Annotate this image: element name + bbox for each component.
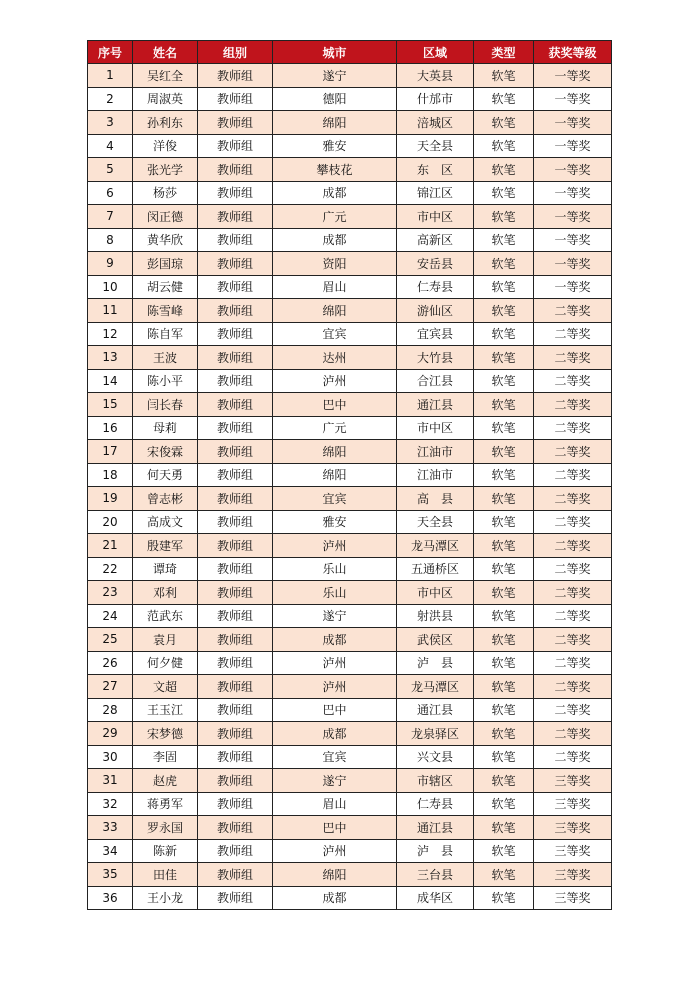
cell-name: 黄华欣	[133, 228, 198, 252]
cell-group: 教师组	[198, 745, 273, 769]
cell-city: 成都	[273, 722, 397, 746]
cell-city: 巴中	[273, 698, 397, 722]
cell-type: 软笔	[474, 886, 534, 910]
cell-group: 教师组	[198, 487, 273, 511]
cell-award-level: 二等奖	[534, 722, 612, 746]
table-row	[88, 534, 612, 558]
cell-name: 王波	[133, 346, 198, 370]
table-row	[88, 863, 612, 887]
cell-district: 武侯区	[397, 628, 474, 652]
cell-name: 范武东	[133, 604, 198, 628]
table-row	[88, 134, 612, 158]
cell-group: 教师组	[198, 275, 273, 299]
cell-name: 宋梦德	[133, 722, 198, 746]
table-body	[88, 64, 612, 910]
cell-award-level: 三等奖	[534, 769, 612, 793]
cell-group: 教师组	[198, 158, 273, 182]
cell-city: 泸州	[273, 369, 397, 393]
table-row	[88, 792, 612, 816]
cell-city: 绵阳	[273, 440, 397, 464]
cell-district: 江油市	[397, 440, 474, 464]
cell-city: 宜宾	[273, 487, 397, 511]
table-row	[88, 158, 612, 182]
cell-group: 教师组	[198, 722, 273, 746]
cell-name: 何天勇	[133, 463, 198, 487]
cell-award-level: 二等奖	[534, 463, 612, 487]
cell-index: 6	[88, 181, 133, 205]
table-row	[88, 604, 612, 628]
cell-type: 软笔	[474, 863, 534, 887]
cell-type: 软笔	[474, 651, 534, 675]
cell-index: 31	[88, 769, 133, 793]
cell-district: 龙马潭区	[397, 534, 474, 558]
table-row	[88, 745, 612, 769]
header-city: 城市	[273, 41, 397, 64]
cell-type: 软笔	[474, 134, 534, 158]
header-type: 类型	[474, 41, 534, 64]
cell-district: 泸 县	[397, 839, 474, 863]
table-row	[88, 698, 612, 722]
cell-index: 15	[88, 393, 133, 417]
cell-district: 东 区	[397, 158, 474, 182]
cell-type: 软笔	[474, 463, 534, 487]
cell-district: 市中区	[397, 581, 474, 605]
cell-award-level: 三等奖	[534, 792, 612, 816]
cell-type: 软笔	[474, 275, 534, 299]
cell-type: 软笔	[474, 557, 534, 581]
cell-district: 仁寿县	[397, 275, 474, 299]
cell-index: 35	[88, 863, 133, 887]
cell-name: 文超	[133, 675, 198, 699]
cell-district: 龙马潭区	[397, 675, 474, 699]
header-award-level: 获奖等级	[534, 41, 612, 64]
cell-name: 王小龙	[133, 886, 198, 910]
cell-city: 广元	[273, 205, 397, 229]
table-row	[88, 463, 612, 487]
cell-group: 教师组	[198, 792, 273, 816]
cell-name: 田佳	[133, 863, 198, 887]
cell-index: 29	[88, 722, 133, 746]
cell-city: 泸州	[273, 675, 397, 699]
cell-award-level: 一等奖	[534, 228, 612, 252]
cell-index: 12	[88, 322, 133, 346]
cell-type: 软笔	[474, 534, 534, 558]
table-row	[88, 510, 612, 534]
cell-district: 三台县	[397, 863, 474, 887]
table-row	[88, 181, 612, 205]
cell-type: 软笔	[474, 487, 534, 511]
cell-index: 27	[88, 675, 133, 699]
cell-type: 软笔	[474, 440, 534, 464]
table-row	[88, 675, 612, 699]
table-row	[88, 769, 612, 793]
cell-award-level: 二等奖	[534, 745, 612, 769]
table-row	[88, 557, 612, 581]
cell-index: 23	[88, 581, 133, 605]
cell-group: 教师组	[198, 346, 273, 370]
cell-city: 遂宁	[273, 604, 397, 628]
cell-name: 母莉	[133, 416, 198, 440]
cell-name: 高成文	[133, 510, 198, 534]
cell-award-level: 一等奖	[534, 205, 612, 229]
cell-index: 17	[88, 440, 133, 464]
table-row	[88, 839, 612, 863]
cell-award-level: 一等奖	[534, 64, 612, 88]
cell-city: 遂宁	[273, 769, 397, 793]
cell-award-level: 二等奖	[534, 440, 612, 464]
cell-award-level: 二等奖	[534, 628, 612, 652]
cell-index: 32	[88, 792, 133, 816]
cell-city: 成都	[273, 228, 397, 252]
cell-district: 五通桥区	[397, 557, 474, 581]
cell-index: 1	[88, 64, 133, 88]
cell-index: 34	[88, 839, 133, 863]
table-row	[88, 369, 612, 393]
table-row	[88, 393, 612, 417]
table-row	[88, 651, 612, 675]
cell-index: 11	[88, 299, 133, 323]
cell-district: 安岳县	[397, 252, 474, 276]
cell-district: 泸 县	[397, 651, 474, 675]
table-row	[88, 722, 612, 746]
cell-award-level: 二等奖	[534, 299, 612, 323]
cell-name: 袁月	[133, 628, 198, 652]
cell-award-level: 二等奖	[534, 557, 612, 581]
cell-name: 何夕健	[133, 651, 198, 675]
cell-district: 游仙区	[397, 299, 474, 323]
cell-type: 软笔	[474, 111, 534, 135]
cell-index: 9	[88, 252, 133, 276]
cell-type: 软笔	[474, 510, 534, 534]
cell-name: 赵虎	[133, 769, 198, 793]
cell-type: 软笔	[474, 628, 534, 652]
cell-award-level: 一等奖	[534, 158, 612, 182]
cell-group: 教师组	[198, 393, 273, 417]
cell-group: 教师组	[198, 510, 273, 534]
cell-name: 陈新	[133, 839, 198, 863]
cell-award-level: 三等奖	[534, 863, 612, 887]
cell-name: 陈雪峰	[133, 299, 198, 323]
cell-type: 软笔	[474, 839, 534, 863]
cell-award-level: 二等奖	[534, 346, 612, 370]
cell-award-level: 三等奖	[534, 839, 612, 863]
cell-district: 射洪县	[397, 604, 474, 628]
cell-city: 巴中	[273, 816, 397, 840]
cell-index: 20	[88, 510, 133, 534]
cell-group: 教师组	[198, 816, 273, 840]
cell-district: 市中区	[397, 205, 474, 229]
cell-name: 王玉江	[133, 698, 198, 722]
cell-index: 3	[88, 111, 133, 135]
cell-type: 软笔	[474, 792, 534, 816]
cell-index: 25	[88, 628, 133, 652]
cell-group: 教师组	[198, 769, 273, 793]
cell-award-level: 二等奖	[534, 698, 612, 722]
cell-award-level: 三等奖	[534, 816, 612, 840]
table-header	[88, 41, 612, 64]
cell-type: 软笔	[474, 158, 534, 182]
cell-city: 成都	[273, 181, 397, 205]
cell-award-level: 三等奖	[534, 886, 612, 910]
cell-city: 雅安	[273, 510, 397, 534]
cell-award-level: 二等奖	[534, 581, 612, 605]
cell-district: 通江县	[397, 698, 474, 722]
cell-type: 软笔	[474, 322, 534, 346]
cell-city: 广元	[273, 416, 397, 440]
cell-award-level: 二等奖	[534, 534, 612, 558]
cell-name: 张光学	[133, 158, 198, 182]
header-group: 组别	[198, 41, 273, 64]
cell-district: 成华区	[397, 886, 474, 910]
cell-index: 4	[88, 134, 133, 158]
table-row	[88, 487, 612, 511]
cell-group: 教师组	[198, 228, 273, 252]
cell-city: 达州	[273, 346, 397, 370]
table-row	[88, 322, 612, 346]
cell-index: 33	[88, 816, 133, 840]
cell-index: 8	[88, 228, 133, 252]
cell-type: 软笔	[474, 87, 534, 111]
cell-city: 绵阳	[273, 111, 397, 135]
cell-group: 教师组	[198, 581, 273, 605]
cell-name: 陈自军	[133, 322, 198, 346]
cell-name: 闫长春	[133, 393, 198, 417]
cell-award-level: 二等奖	[534, 416, 612, 440]
cell-city: 绵阳	[273, 299, 397, 323]
table-row	[88, 886, 612, 910]
cell-group: 教师组	[198, 322, 273, 346]
cell-name: 谭琦	[133, 557, 198, 581]
cell-district: 龙泉驿区	[397, 722, 474, 746]
cell-index: 30	[88, 745, 133, 769]
cell-award-level: 二等奖	[534, 675, 612, 699]
table-row	[88, 64, 612, 88]
cell-type: 软笔	[474, 745, 534, 769]
cell-group: 教师组	[198, 863, 273, 887]
cell-city: 雅安	[273, 134, 397, 158]
cell-type: 软笔	[474, 816, 534, 840]
cell-city: 攀枝花	[273, 158, 397, 182]
table-row	[88, 628, 612, 652]
cell-name: 李固	[133, 745, 198, 769]
cell-city: 德阳	[273, 87, 397, 111]
cell-city: 眉山	[273, 792, 397, 816]
cell-group: 教师组	[198, 111, 273, 135]
header-row	[88, 41, 612, 64]
cell-type: 软笔	[474, 252, 534, 276]
cell-type: 软笔	[474, 64, 534, 88]
cell-group: 教师组	[198, 181, 273, 205]
cell-type: 软笔	[474, 416, 534, 440]
cell-award-level: 一等奖	[534, 252, 612, 276]
cell-district: 什邡市	[397, 87, 474, 111]
cell-district: 通江县	[397, 816, 474, 840]
table-row	[88, 228, 612, 252]
cell-type: 软笔	[474, 205, 534, 229]
table-row	[88, 275, 612, 299]
cell-city: 泸州	[273, 651, 397, 675]
cell-district: 高 县	[397, 487, 474, 511]
cell-name: 闵正德	[133, 205, 198, 229]
cell-group: 教师组	[198, 369, 273, 393]
cell-district: 通江县	[397, 393, 474, 417]
cell-type: 软笔	[474, 181, 534, 205]
cell-district: 天全县	[397, 510, 474, 534]
cell-name: 邓利	[133, 581, 198, 605]
table-row	[88, 252, 612, 276]
cell-name: 殷建军	[133, 534, 198, 558]
cell-type: 软笔	[474, 769, 534, 793]
cell-city: 绵阳	[273, 863, 397, 887]
cell-district: 高新区	[397, 228, 474, 252]
cell-city: 宜宾	[273, 745, 397, 769]
header-index: 序号	[88, 41, 133, 64]
cell-award-level: 二等奖	[534, 651, 612, 675]
cell-group: 教师组	[198, 64, 273, 88]
cell-district: 兴文县	[397, 745, 474, 769]
cell-city: 宜宾	[273, 322, 397, 346]
cell-group: 教师组	[198, 463, 273, 487]
cell-district: 大英县	[397, 64, 474, 88]
cell-city: 乐山	[273, 557, 397, 581]
cell-name: 彭国琼	[133, 252, 198, 276]
cell-award-level: 二等奖	[534, 510, 612, 534]
cell-type: 软笔	[474, 581, 534, 605]
cell-group: 教师组	[198, 134, 273, 158]
cell-name: 洋俊	[133, 134, 198, 158]
cell-index: 13	[88, 346, 133, 370]
cell-award-level: 一等奖	[534, 181, 612, 205]
cell-district: 市辖区	[397, 769, 474, 793]
cell-city: 资阳	[273, 252, 397, 276]
cell-type: 软笔	[474, 228, 534, 252]
cell-group: 教师组	[198, 534, 273, 558]
cell-name: 罗永国	[133, 816, 198, 840]
cell-type: 软笔	[474, 698, 534, 722]
cell-award-level: 一等奖	[534, 111, 612, 135]
header-district: 区域	[397, 41, 474, 64]
cell-city: 眉山	[273, 275, 397, 299]
cell-award-level: 一等奖	[534, 87, 612, 111]
cell-city: 遂宁	[273, 64, 397, 88]
cell-name: 陈小平	[133, 369, 198, 393]
cell-city: 泸州	[273, 839, 397, 863]
cell-type: 软笔	[474, 299, 534, 323]
cell-district: 江油市	[397, 463, 474, 487]
cell-city: 巴中	[273, 393, 397, 417]
cell-name: 杨莎	[133, 181, 198, 205]
cell-district: 锦江区	[397, 181, 474, 205]
cell-index: 10	[88, 275, 133, 299]
cell-index: 26	[88, 651, 133, 675]
cell-group: 教师组	[198, 698, 273, 722]
cell-group: 教师组	[198, 604, 273, 628]
cell-group: 教师组	[198, 299, 273, 323]
cell-award-level: 二等奖	[534, 393, 612, 417]
cell-city: 成都	[273, 628, 397, 652]
cell-index: 16	[88, 416, 133, 440]
cell-index: 28	[88, 698, 133, 722]
cell-type: 软笔	[474, 604, 534, 628]
cell-index: 24	[88, 604, 133, 628]
cell-type: 软笔	[474, 393, 534, 417]
cell-group: 教师组	[198, 416, 273, 440]
cell-index: 19	[88, 487, 133, 511]
cell-type: 软笔	[474, 722, 534, 746]
cell-index: 14	[88, 369, 133, 393]
cell-district: 涪城区	[397, 111, 474, 135]
cell-award-level: 二等奖	[534, 369, 612, 393]
cell-name: 蒋勇军	[133, 792, 198, 816]
cell-district: 天全县	[397, 134, 474, 158]
cell-index: 5	[88, 158, 133, 182]
cell-index: 21	[88, 534, 133, 558]
cell-district: 合江县	[397, 369, 474, 393]
table-row	[88, 346, 612, 370]
table-row	[88, 299, 612, 323]
header-name: 姓名	[133, 41, 198, 64]
cell-group: 教师组	[198, 87, 273, 111]
cell-index: 2	[88, 87, 133, 111]
cell-group: 教师组	[198, 886, 273, 910]
awards-table	[87, 40, 612, 910]
cell-index: 18	[88, 463, 133, 487]
cell-district: 市中区	[397, 416, 474, 440]
cell-index: 36	[88, 886, 133, 910]
cell-city: 绵阳	[273, 463, 397, 487]
cell-group: 教师组	[198, 557, 273, 581]
cell-type: 软笔	[474, 369, 534, 393]
cell-type: 软笔	[474, 675, 534, 699]
table-row	[88, 816, 612, 840]
cell-index: 22	[88, 557, 133, 581]
cell-award-level: 二等奖	[534, 322, 612, 346]
cell-group: 教师组	[198, 628, 273, 652]
cell-name: 曾志彬	[133, 487, 198, 511]
cell-group: 教师组	[198, 440, 273, 464]
cell-district: 宜宾县	[397, 322, 474, 346]
cell-award-level: 二等奖	[534, 604, 612, 628]
table-row	[88, 87, 612, 111]
table-row	[88, 205, 612, 229]
cell-group: 教师组	[198, 675, 273, 699]
cell-award-level: 一等奖	[534, 134, 612, 158]
table-row	[88, 440, 612, 464]
cell-name: 孙利东	[133, 111, 198, 135]
cell-group: 教师组	[198, 839, 273, 863]
cell-city: 成都	[273, 886, 397, 910]
cell-name: 吴红全	[133, 64, 198, 88]
cell-name: 宋俊霖	[133, 440, 198, 464]
cell-group: 教师组	[198, 252, 273, 276]
cell-group: 教师组	[198, 205, 273, 229]
cell-award-level: 一等奖	[534, 275, 612, 299]
table-row	[88, 416, 612, 440]
cell-district: 大竹县	[397, 346, 474, 370]
cell-index: 7	[88, 205, 133, 229]
cell-group: 教师组	[198, 651, 273, 675]
table-row	[88, 111, 612, 135]
cell-type: 软笔	[474, 346, 534, 370]
cell-name: 胡云健	[133, 275, 198, 299]
cell-award-level: 二等奖	[534, 487, 612, 511]
cell-district: 仁寿县	[397, 792, 474, 816]
table-row	[88, 581, 612, 605]
cell-city: 乐山	[273, 581, 397, 605]
cell-city: 泸州	[273, 534, 397, 558]
cell-name: 周淑英	[133, 87, 198, 111]
